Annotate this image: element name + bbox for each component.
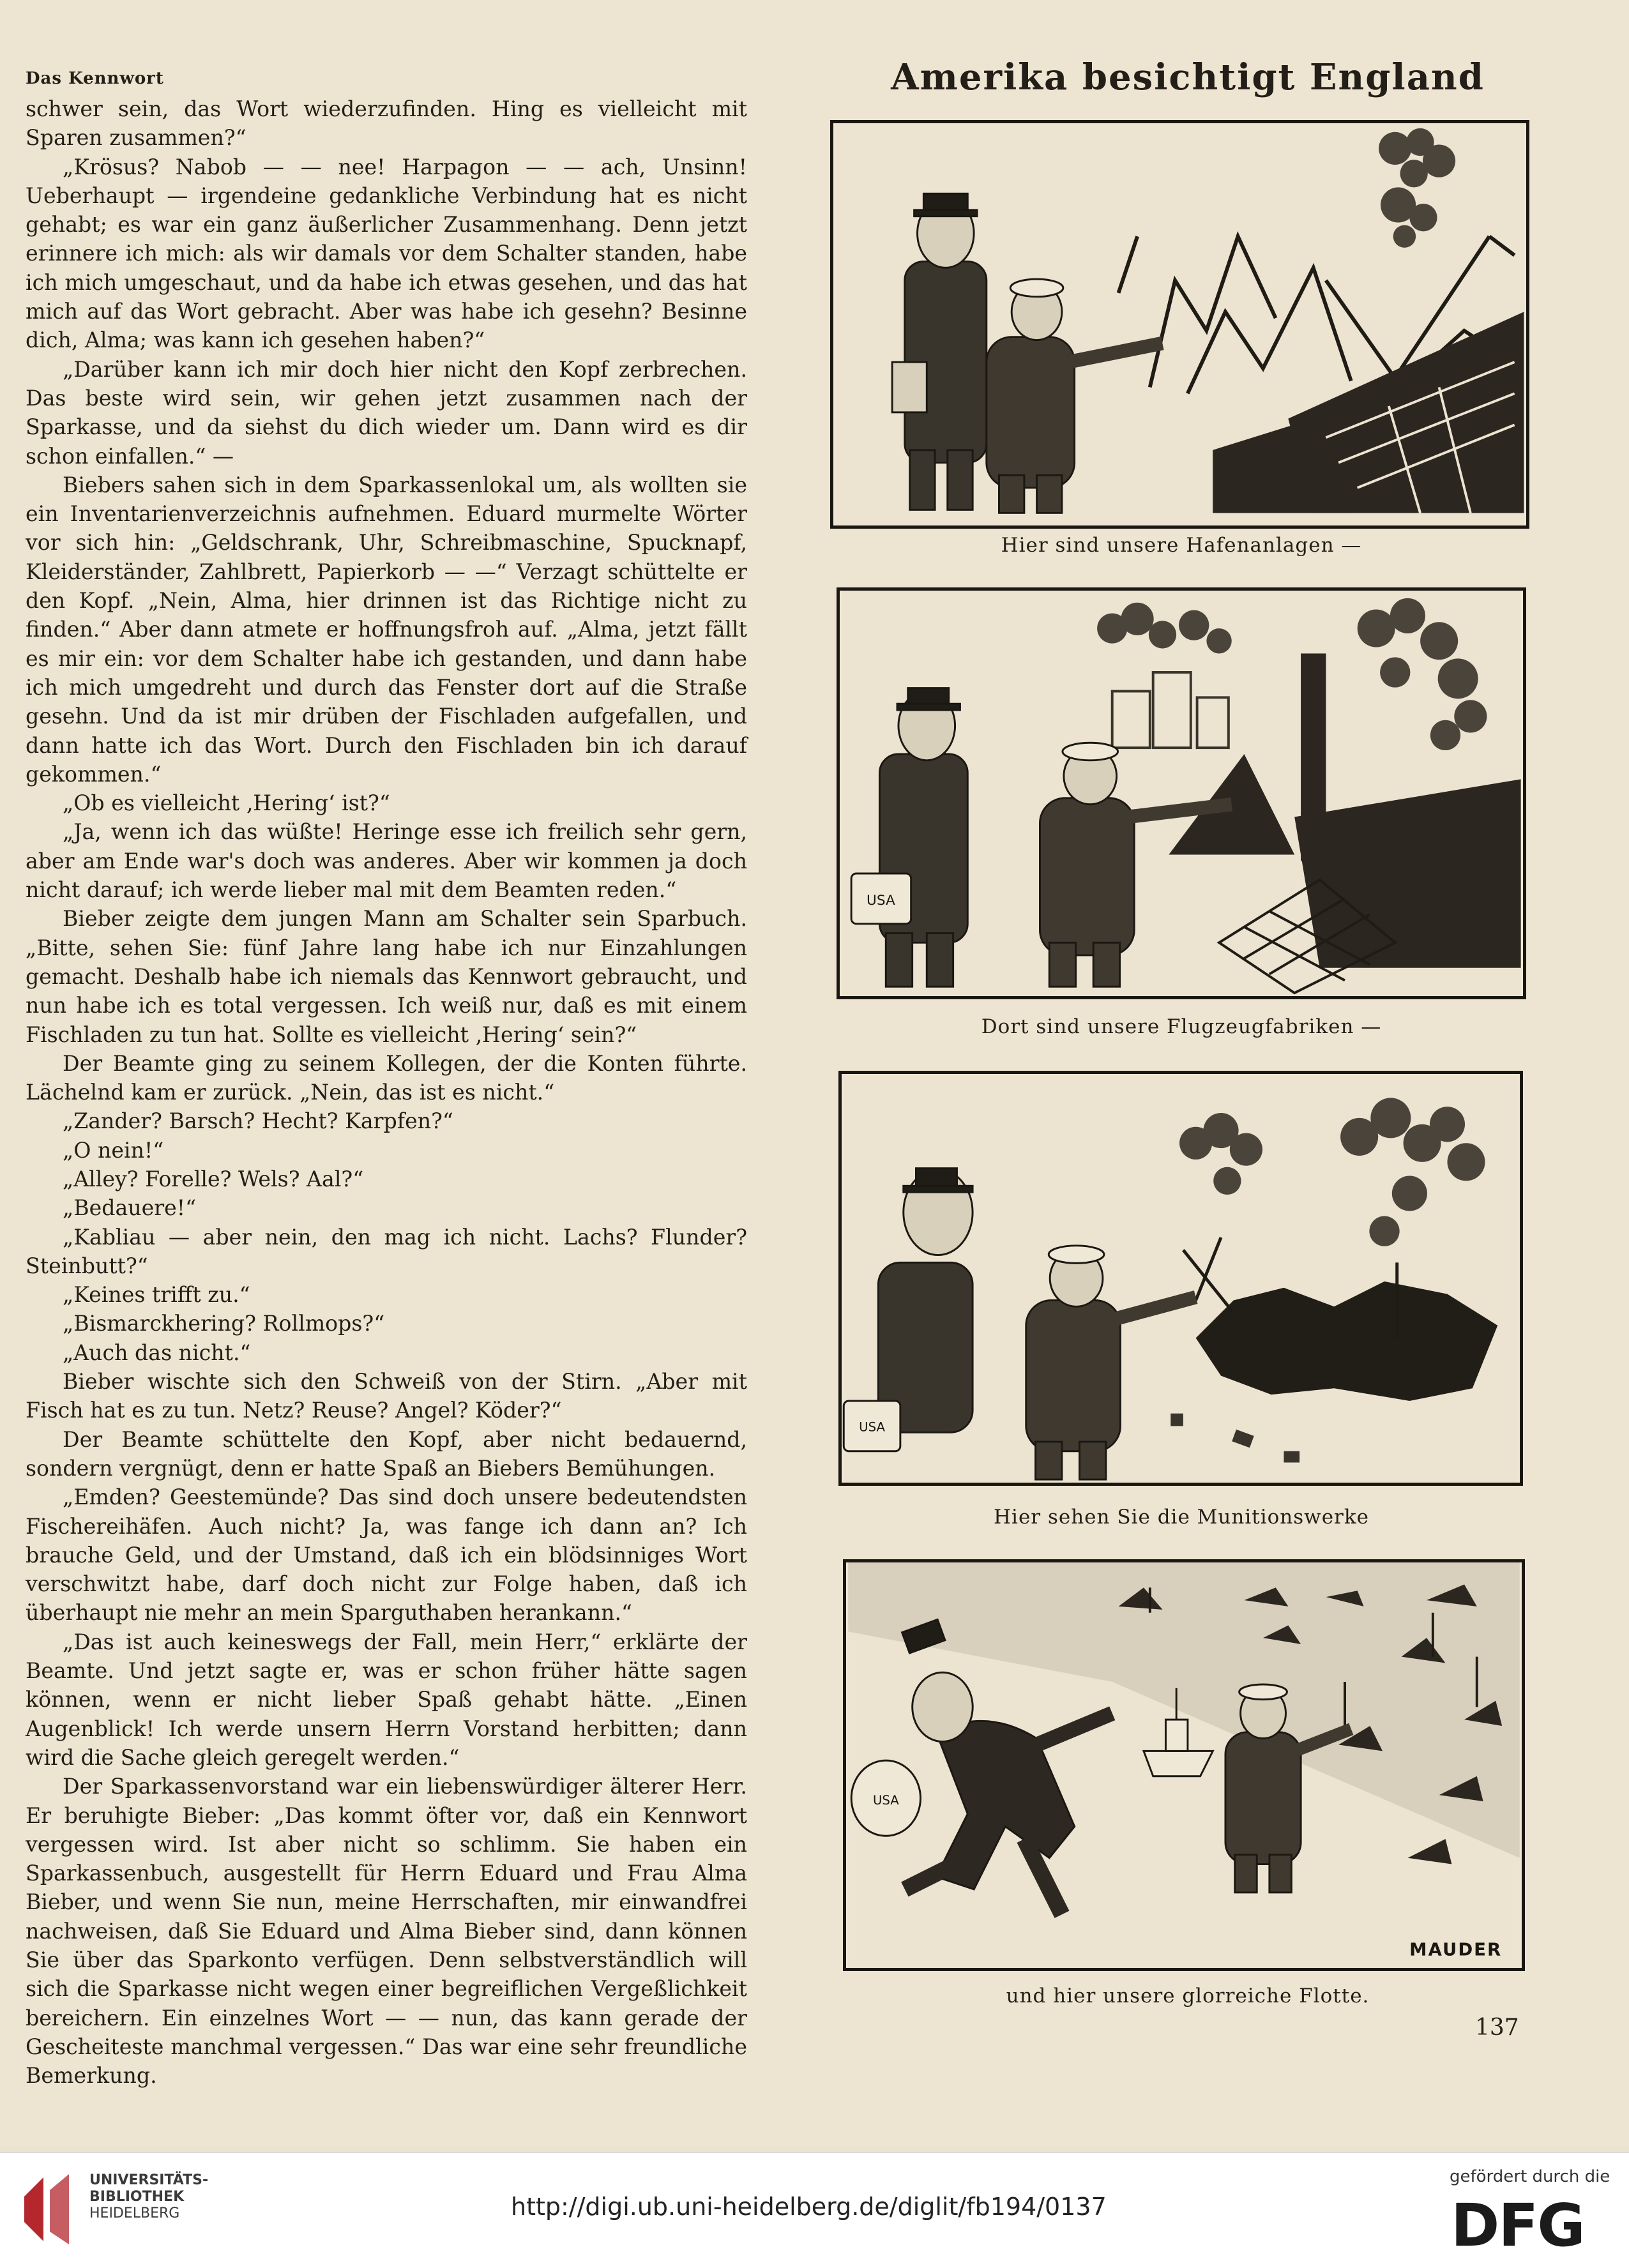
paragraph: „Kabliau — aber nein, den mag ich nicht. Lachs? Flunder? Steinbutt?“ [26, 1224, 747, 1278]
cartoon-panel-munitions-works [838, 1071, 1523, 1486]
paragraph: „Ja, wenn ich das wüßte! Heringe esse ich freilich sehr gern, aber am Ende war's doch was anderes. Aber wir kommen ja doch nicht darauf; ich werde lieber mal mit dem Beamten reden.“ [26, 819, 747, 903]
library-name [89, 2172, 208, 2222]
paragraph: Der Sparkassenvorstand war ein liebenswürdiger älterer Herr. Er beruhigte Bieber: „Das kommt öfter vor, daß ein Kennwort vergessen wird. Ist aber nicht so schlimm. Sie haben ein Sparkassenbuch, ausgestellt für Herrn Eduard und Frau Alma Bieber, und wenn Sie nun, meine Herrschaften, mir einwandfrei nachweisen, daß Sie Eduard und Alma Bieber sind, dann können Sie über das Sparkonto verfügen. Denn selbstverständlich will sich die Sparkasse nicht wegen einer begreiflichen Vergeßlichkeit bereichern. Ein einzelnes Wort — — nun, das kann gerade der Gescheiteste manchmal vergessen.“ Das war eine sehr freundliche Bemerkung. [26, 1774, 747, 2089]
paragraph: „Alley? Forelle? Wels? Aal?“ [63, 1166, 364, 1191]
paragraph: „Krösus? Nabob — — nee! Harpagon — — ach, Unsinn! Ueberhaupt — irgendeine gedankliche Verbindung hat es nicht gehabt; es war ein ganz äußerlicher Zusammenhang. Denn jetzt erinnere ich mich: als wir damals vor dem Schalter standen, habe ich mich umgeschaut, und da habe ich etwas gesehen, und das hat mich auf das Wort gebracht. Aber was habe ich gesehn? Besinne dich, Alma; was kann ich gesehen haben?“ [26, 154, 747, 353]
permalink-url[interactable]: http://digi.ub.uni-heidelberg.de/diglit/fb194/0137 [511, 2193, 1107, 2221]
cartoon-panel-harbour [830, 120, 1529, 529]
library-name-line: HEIDELBERG [89, 2205, 180, 2221]
paragraph: schwer sein, das Wort wiederzufinden. Hing es vielleicht mit Sparen zusammen?“ [26, 96, 747, 151]
story-text-column [26, 94, 747, 2090]
cartoon-panel-fleet [843, 1559, 1525, 1971]
cartoon-panel-aircraft-factories [837, 587, 1526, 999]
fleet-illustration [846, 1562, 1522, 1968]
paragraph: „Ob es vielleicht ‚Hering‘ ist?“ [63, 790, 390, 816]
page-number: 137 [1475, 2015, 1519, 2041]
dfg-logo: DFG [1451, 2191, 1584, 2260]
panel-caption: Dort sind unsere Flugzeugfabriken — [981, 1015, 1382, 1038]
library-name-line: BIBLIOTHEK [89, 2189, 185, 2205]
paragraph: „Zander? Barsch? Hecht? Karpfen?“ [63, 1108, 453, 1134]
cartoon-title: Amerika besichtigt England [891, 56, 1485, 98]
aircraft-factories-illustration [840, 591, 1523, 996]
paragraph: „Das ist auch keineswegs der Fall, mein Herr,“ erklärte der Beamte. Und jetzt sagte er, was er schon früher hätte sagen können, wenn er nicht lieber Spaß gehabt hätte. „Einen Augenblick! Ich werde unsern Herrn Vorstand herbitten; dann wird die Sache gleich geregelt werden.“ [26, 1629, 747, 1770]
usa-bag-label: USA [859, 1419, 885, 1435]
paragraph: Der Beamte schüttelte den Kopf, aber nicht bedauernd, sondern vergnügt, denn er hatte Spaß an Biebers Bemühungen. [26, 1426, 747, 1481]
library-emblem-icon [18, 2171, 88, 2251]
artist-signature: MAUDER [1409, 1939, 1503, 1960]
paragraph: „Darüber kann ich mir doch hier nicht den Kopf zerbrechen. Das beste wird sein, wir gehen jetzt zusammen nach der Sparkasse, und da siehst du dich wieder um. Dann wird es dir schon einfallen.“ — [26, 356, 747, 469]
paragraph: Biebers sahen sich in dem Sparkassenlokal um, als wollten sie ein Inventarienverzeichnis aufnehmen. Eduard murmelte Wörter vor sich hin: „Geldschrank, Uhr, Schreibmaschine, Spucknapf, Kleiderständer, Zahlbrett, Papierkorb — —“ Verzagt schüttelte er den Kopf. „Nein, Alma, hier drinnen ist das Richtige nicht zu finden.“ Aber dann atmete er hoffnungsfroh auf. „Alma, jetzt fällt es mir ein: vor dem Schalter habe ich gestanden, und dann habe ich mich umgedreht und durch das Fenster dort auf die Straße gesehn. Und da ist mir drüben der Fischladen aufgefallen, und dann hatte ich das Wort. Durch den Fischladen bin ich darauf gekommen.“ [26, 472, 747, 787]
paragraph: Bieber wischte sich den Schweiß von der Stirn. „Aber mit Fisch hat es zu tun. Netz? Reuse? Angel? Köder?“ [26, 1369, 747, 1423]
munitions-works-illustration [842, 1074, 1520, 1483]
harbour-illustration [833, 123, 1526, 525]
paragraph: „Keines trifft zu.“ [63, 1282, 250, 1308]
paragraph: „Auch das nicht.“ [63, 1340, 251, 1365]
paragraph: Der Beamte ging zu seinem Kollegen, der die Konten führte. Lächelnd kam er zurück. „Nein, das ist es nicht.“ [26, 1050, 747, 1105]
paragraph: Bieber zeigte dem jungen Mann am Schalter sein Sparbuch. „Bitte, sehen Sie: fünf Jahre lang habe ich nur Einzahlungen gemacht. Deshalb habe ich niemals das Kennwort gebraucht, und nun habe ich es total vergessen. Ich weiß nur, daß es mit einem Fischladen zu tun hat. Sollte es vielleicht ‚Hering‘ sein?“ [26, 906, 747, 1047]
panel-caption: Hier sehen Sie die Munitionswerke [994, 1506, 1369, 1529]
funded-by-label: gefördert durch die [1450, 2167, 1610, 2186]
library-name-line: UNIVERSITÄTS- [89, 2172, 209, 2188]
running-head: Das Kennwort [26, 69, 164, 88]
paragraph: „O nein!“ [63, 1137, 164, 1163]
usa-bag-label: USA [872, 1793, 899, 1808]
digitization-footer [0, 2152, 1629, 2268]
panel-caption: Hier sind unsere Hafenanlagen — [1001, 534, 1362, 557]
paragraph: „Bismarckhering? Rollmops?“ [63, 1311, 385, 1336]
paragraph: „Bedauere!“ [63, 1195, 197, 1221]
usa-bag-label: USA [867, 893, 895, 909]
panel-caption: und hier unsere glorreiche Flotte. [1006, 1984, 1370, 2007]
paragraph: „Emden? Geestemünde? Das sind doch unsere bedeutendsten Fischereihäfen. Auch nicht? Ja, was fange ich dann an? Ich brauche Geld, und der Umstand, daß ich ein blödsinniges Wort verschwitzt habe, darf doch nicht zur Folge haben, daß ich überhaupt nie mehr an mein Sparguthaben herankann.“ [26, 1485, 747, 1626]
